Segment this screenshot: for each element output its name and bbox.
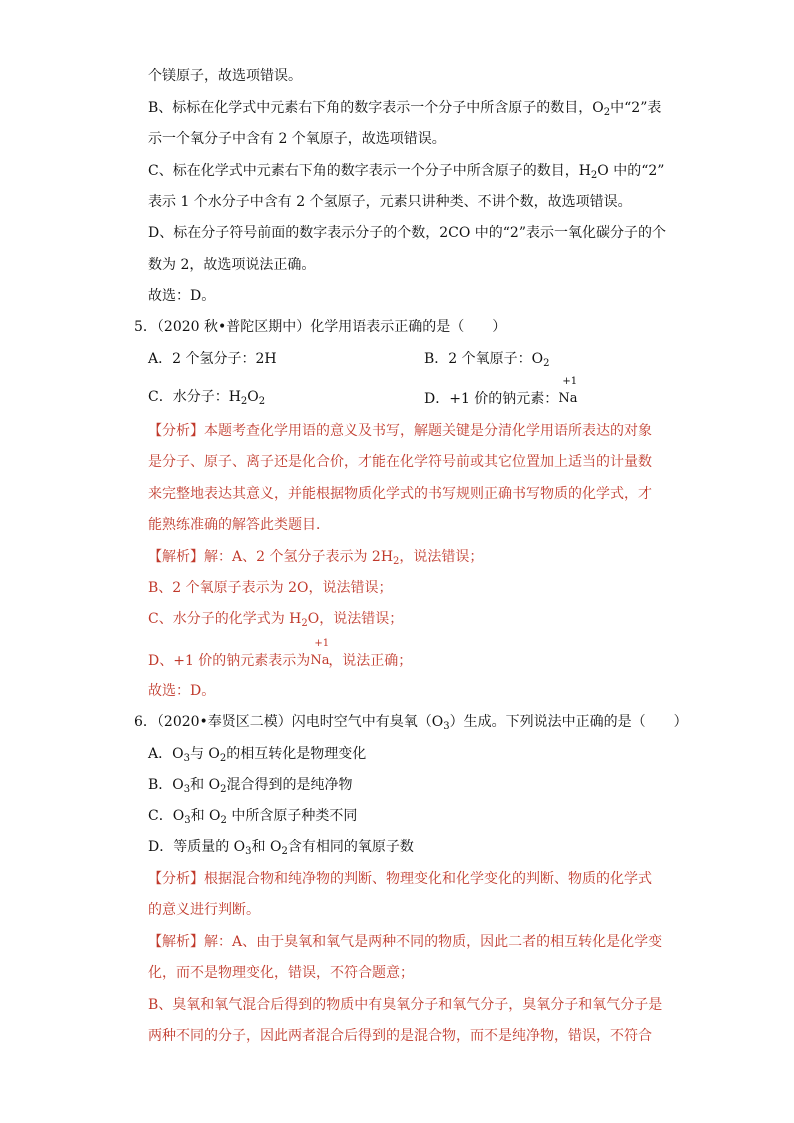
q5-analysis-line: 【分析】本题考查化学用语的意义及书写，解题关键是分清化学用语所表达的对象: [148, 423, 652, 439]
q5-analysis-line: 来完整地表达其意义，并能根据物质化学式的书写规则正确书写物质的化学式，才: [148, 486, 652, 502]
text-line: 数为 2，故选项说法正确。: [148, 257, 316, 273]
q5-option-b: B．2 个氧原子：$O_2$: [424, 351, 550, 369]
analysis-tag: 【分析】: [148, 423, 204, 439]
q5-analysis-line: 是分子、原子、离子还是化合价，才能在化学符号前或其它位置加上适当的计量数: [148, 454, 652, 470]
text-line: 个镁原子，故选项错误。: [148, 68, 302, 84]
q6-solution-line: 【解析】解：A、由于臭氧和氧气是两种不同的物质，因此二者的相互转化是化学变: [148, 934, 663, 950]
answer-line: 故选：D。: [148, 288, 216, 304]
text-line: 示一个氧分子中含有 2 个氧原子，故选项错误。: [148, 131, 446, 147]
text-line: 表示 1 个水分子中含有 2 个氢原子，元素只讲种类、不讲个数，故选项错误。: [148, 194, 632, 210]
text-line: C、标在化学式中元素右下角的数字表示一个分子中所含原子的数目，$H_2O$ 中的“2”: [148, 163, 665, 181]
solution-tag: 【解析】: [148, 549, 204, 565]
q5-solution-line: 【解析】解：A、2 个氢分子表示为 $2H_2$，说法错误；: [148, 549, 484, 567]
q6-analysis-line: 的意义进行判断。: [148, 902, 260, 918]
q6-option-a: A．$O_3$与 $O_2$的相互转化是物理变化: [148, 746, 367, 764]
q5-answer-line: 故选：D。: [148, 683, 216, 699]
question-5-stem: 5．（2020 秋•普陀区期中）化学用语表示正确的是（ ）: [134, 319, 507, 335]
q6-solution-line: B、臭氧和氧气混合后得到的物质中有臭氧分子和氧气分子，臭氧分子和氧气分子是: [148, 997, 663, 1013]
valence-symbol: +1 Na: [310, 638, 330, 668]
q5-option-c: C．水分子：$H_2O_2$: [148, 389, 266, 407]
q6-option-c: C．$O_3$和 $O_2$ 中所含原子种类不同: [148, 808, 358, 826]
solution-tag: 【解析】: [148, 934, 204, 950]
text-line: B、标标在化学式中元素右下角的数字表示一个分子中所含原子的数目，$O_2$中“2”表: [148, 100, 662, 118]
analysis-tag: 【分析】: [148, 871, 204, 887]
valence-symbol: +1 Na: [558, 376, 578, 406]
q5-option-a: A．2 个氢分子：2H: [148, 351, 277, 367]
q6-solution-line: 两种不同的分子，因此两者混合后得到的是混合物，而不是纯净物，错误，不符合: [148, 1028, 652, 1044]
q5-solution-line: B、2 个氧原子表示为 2O，说法错误；: [148, 580, 393, 596]
q6-analysis-line: 【分析】根据混合物和纯净物的判断、物理变化和化学变化的判断、物质的化学式: [148, 871, 652, 887]
q6-option-b: B．$O_3$和 $O_2$混合得到的是纯净物: [148, 777, 353, 795]
q5-solution-line: D、+1 价的钠元素表示为 +1 Na ，说法正确；: [148, 638, 413, 669]
q6-option-d: D．等质量的 $O_3$和 $O_2$含有相同的氧原子数: [148, 839, 414, 857]
q5-option-d: D．+1 价的钠元素： +1 Na: [424, 376, 578, 407]
question-6-stem: 6．（2020•奉贤区二模）闪电时空气中有臭氧$(O_3)$生成。下列说法中正确的是（ ）: [134, 714, 688, 732]
q5-solution-line: C、水分子的化学式为 $H_2O$，说法错误；: [148, 611, 404, 629]
q5-analysis-line: 能熟练准确的解答此类题目．: [148, 517, 330, 533]
text-line: D、标在分子符号前面的数字表示分子的个数，2CO 中的“2”表示一氧化碳分子的个: [148, 225, 666, 241]
q6-solution-line: 化，而不是物理变化，错误，不符合题意；: [148, 965, 414, 981]
